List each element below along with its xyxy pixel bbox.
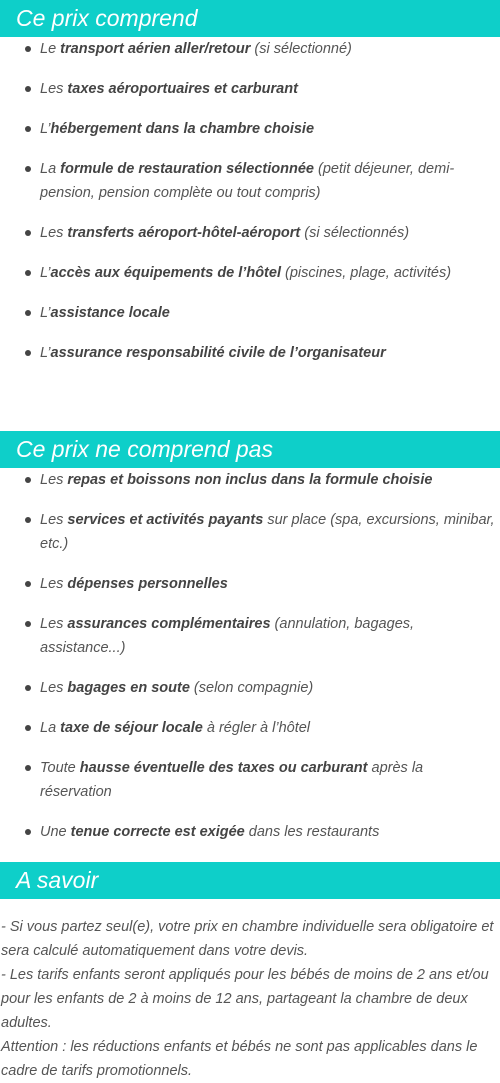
bullet-icon <box>25 126 31 132</box>
list-item: Les assurances complémentaires (annulation, bagages, assistance...) <box>0 612 500 660</box>
includes-section <box>0 0 500 381</box>
list-item: L’accès aux équipements de l’hôtel (piscines, plage, activités) <box>0 261 500 285</box>
info-line: Attention : les réductions enfants et bébés ne sont pas applicables dans le cadre de tarifs promotionnels. <box>1 1039 478 1079</box>
bullet-icon <box>25 310 31 316</box>
bullet-icon <box>25 581 31 587</box>
bullet-icon <box>25 829 31 835</box>
excludes-header <box>0 431 500 468</box>
list-item: Les transferts aéroport-hôtel-aéroport (si sélectionnés) <box>0 221 500 245</box>
list-item: Les repas et boissons non inclus dans la formule choisie <box>0 468 500 492</box>
list-item: Les services et activités payants sur place (spa, excursions, minibar, etc.) <box>0 508 500 556</box>
excludes-list <box>0 468 500 844</box>
list-item: Les bagages en soute (selon compagnie) <box>0 676 500 700</box>
list-item: L’assistance locale <box>0 301 500 325</box>
bullet-icon <box>25 270 31 276</box>
excludes-title: Ce prix ne comprend pas <box>16 436 273 462</box>
bullet-icon <box>25 765 31 771</box>
info-header <box>0 862 500 899</box>
info-notes <box>0 915 500 1083</box>
bullet-icon <box>25 46 31 52</box>
includes-list <box>0 37 500 365</box>
bullet-icon <box>25 86 31 92</box>
bullet-icon <box>25 517 31 523</box>
bullet-icon <box>25 725 31 731</box>
includes-header <box>0 0 500 37</box>
excludes-section <box>0 431 500 860</box>
list-item: L’assurance responsabilité civile de l’organisateur <box>0 341 500 365</box>
list-item: L’hébergement dans la chambre choisie <box>0 117 500 141</box>
list-item: Une tenue correcte est exigée dans les restaurants <box>0 820 500 844</box>
info-title: A savoir <box>16 867 99 893</box>
list-item: Le transport aérien aller/retour (si sélectionné) <box>0 37 500 61</box>
list-item: La formule de restauration sélectionnée (petit déjeuner, demi-pension, pension complète ou tout compris) <box>0 157 500 205</box>
list-item: Les dépenses personnelles <box>0 572 500 596</box>
bullet-icon <box>25 350 31 356</box>
info-section <box>0 862 500 1083</box>
includes-title: Ce prix comprend <box>16 5 198 31</box>
bullet-icon <box>25 230 31 236</box>
bullet-icon <box>25 621 31 627</box>
bullet-icon <box>25 685 31 691</box>
list-item: La taxe de séjour locale à régler à l’hôtel <box>0 716 500 740</box>
bullet-icon <box>25 166 31 172</box>
info-line: - Les tarifs enfants seront appliqués pour les bébés de moins de 2 ans et/ou pour les enfants de 2 à moins de 12 ans, partageant la chambre de deux adultes. <box>1 967 489 1031</box>
list-item: Les taxes aéroportuaires et carburant <box>0 77 500 101</box>
info-line: - Si vous partez seul(e), votre prix en chambre individuelle sera obligatoire et sera calculé automatiquement dans votre devis. <box>1 919 494 959</box>
bullet-icon <box>25 477 31 483</box>
list-item: Toute hausse éventuelle des taxes ou carburant après la réservation <box>0 756 500 804</box>
